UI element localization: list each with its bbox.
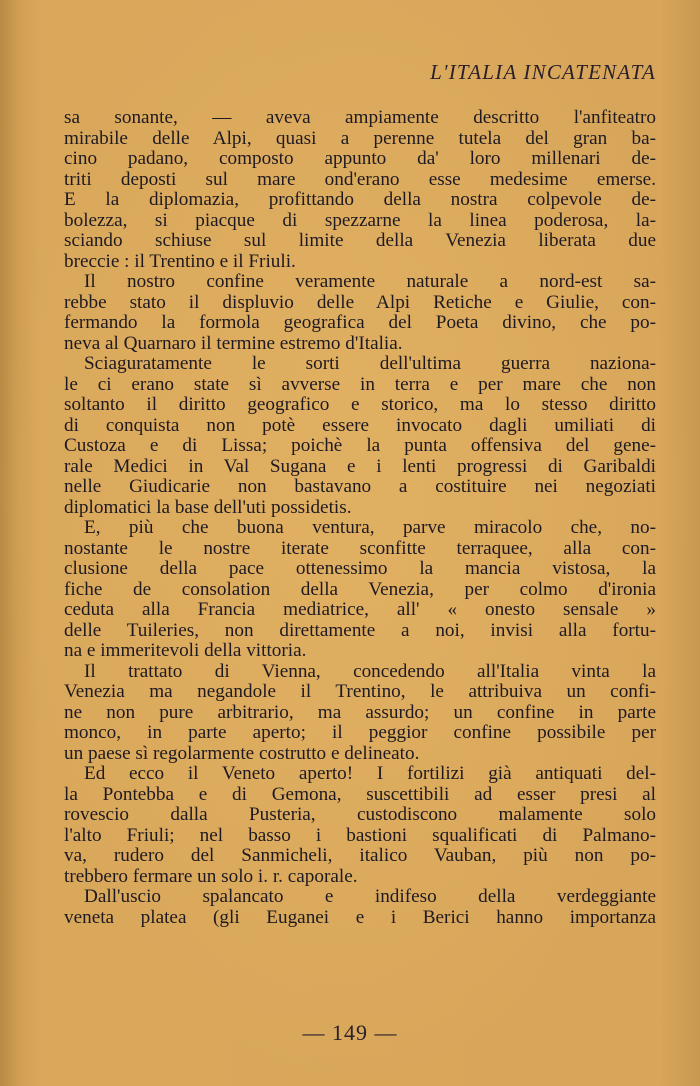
text-line: triti deposti sul mare ond'erano esse medesime emerse. bbox=[64, 169, 656, 190]
text-line: mirabile delle Alpi, quasi a perenne tutela del gran ba- bbox=[64, 128, 656, 149]
text-line: Custoza e di Lissa; poichè la punta offensiva del gene- bbox=[64, 436, 656, 456]
text-line: Ed ecco il Veneto aperto! I fortilizi già antiquati del- bbox=[84, 764, 656, 784]
text-line: sciando schiuse sul limite della Venezia liberata due bbox=[64, 231, 656, 251]
text-line: bolezza, si piacque di spezzarne la linea poderosa, la- bbox=[64, 210, 656, 231]
text-line: rebbe stato il displuvio delle Alpi Retiche e Giulie, con- bbox=[64, 292, 656, 313]
text-line: Il nostro confine veramente naturale a nord-est sa- bbox=[84, 272, 656, 292]
text-line: nostante le nostre iterate sconfitte terraquee, alla con- bbox=[64, 538, 656, 559]
text-line: soltanto il diritto geografico e storico, ma lo stesso diritto bbox=[64, 395, 656, 415]
text-line: Il trattato di Vienna, concedendo all'Italia vinta la bbox=[84, 661, 656, 682]
text-line: veneta platea (gli Euganei e i Berici hanno importanza bbox=[64, 907, 656, 928]
text-line: ne non pure arbitrario, ma assurdo; un confine in parte bbox=[64, 702, 656, 723]
text-line: rovescio dalla Pusteria, custodiscono malamente solo bbox=[64, 805, 656, 825]
text-line: E, più che buona ventura, parve miracolo che, no- bbox=[84, 518, 656, 538]
text-line: va, rudero del Sanmicheli, italico Vauban, più non po- bbox=[64, 846, 656, 866]
text-line: Sciaguratamente le sorti dell'ultima guerra naziona- bbox=[84, 354, 656, 374]
text-line: le ci erano state sì avverse in terra e per mare che non bbox=[64, 374, 656, 395]
text-line: la Pontebba e di Gemona, suscettibili ad esser presi al bbox=[64, 784, 656, 805]
text-line: fiche de consolation della Venezia, per colmo d'ironia bbox=[64, 579, 656, 600]
text-line: breccie : il Trentino e il Friuli. bbox=[64, 251, 296, 272]
text-line: fermando la formola geografica del Poeta divino, che po- bbox=[64, 313, 656, 333]
text-line: diplomatici la base dell'uti possidetis. bbox=[64, 497, 352, 518]
text-line: clusione della pace ottenessimo la mancia vistosa, la bbox=[64, 559, 656, 579]
text-line: E la diplomazia, profittando della nostra colpevole de- bbox=[64, 190, 656, 210]
text-line: Venezia ma negandole il Trentino, le attribuiva un confi- bbox=[64, 682, 656, 702]
text-line: monco, in parte aperto; il peggior confine possibile per bbox=[64, 723, 656, 743]
text-line: ceduta alla Francia mediatrice, all' « onesto sensale » bbox=[64, 600, 656, 620]
text-line: sa sonante, — aveva ampiamente descritto l'anfiteatro bbox=[64, 108, 656, 128]
text-line: un paese sì regolarmente costrutto e delineato. bbox=[64, 743, 420, 764]
page-number: — 149 — bbox=[302, 1020, 398, 1045]
text-line: trebbero fermare un solo i. r. caporale. bbox=[64, 866, 358, 887]
text-line: delle Tuileries, non direttamente a noi, invisi alla fortu- bbox=[64, 620, 656, 641]
text-line: l'alto Friuli; nel basso i bastioni squalificati di Palmano- bbox=[64, 825, 656, 846]
text-line: nelle Giudicarie non bastavano a costituire nei negoziati bbox=[64, 477, 656, 497]
text-line: na e immeritevoli della vittoria. bbox=[64, 641, 307, 661]
text-line: di conquista non potè essere invocato dagli umiliati di bbox=[64, 415, 656, 436]
text-line: cino padano, composto appunto da' loro millenari de- bbox=[64, 149, 656, 169]
body-text bbox=[64, 108, 656, 928]
text-line: neva al Quarnaro il termine estremo d'Italia. bbox=[64, 333, 403, 354]
running-title: L'ITALIA INCATENATA bbox=[430, 60, 656, 84]
text-line: Dall'uscio spalancato e indifeso della verdeggiante bbox=[84, 887, 656, 907]
text-line: rale Medici in Val Sugana e i lenti progressi di Garibaldi bbox=[64, 456, 656, 477]
